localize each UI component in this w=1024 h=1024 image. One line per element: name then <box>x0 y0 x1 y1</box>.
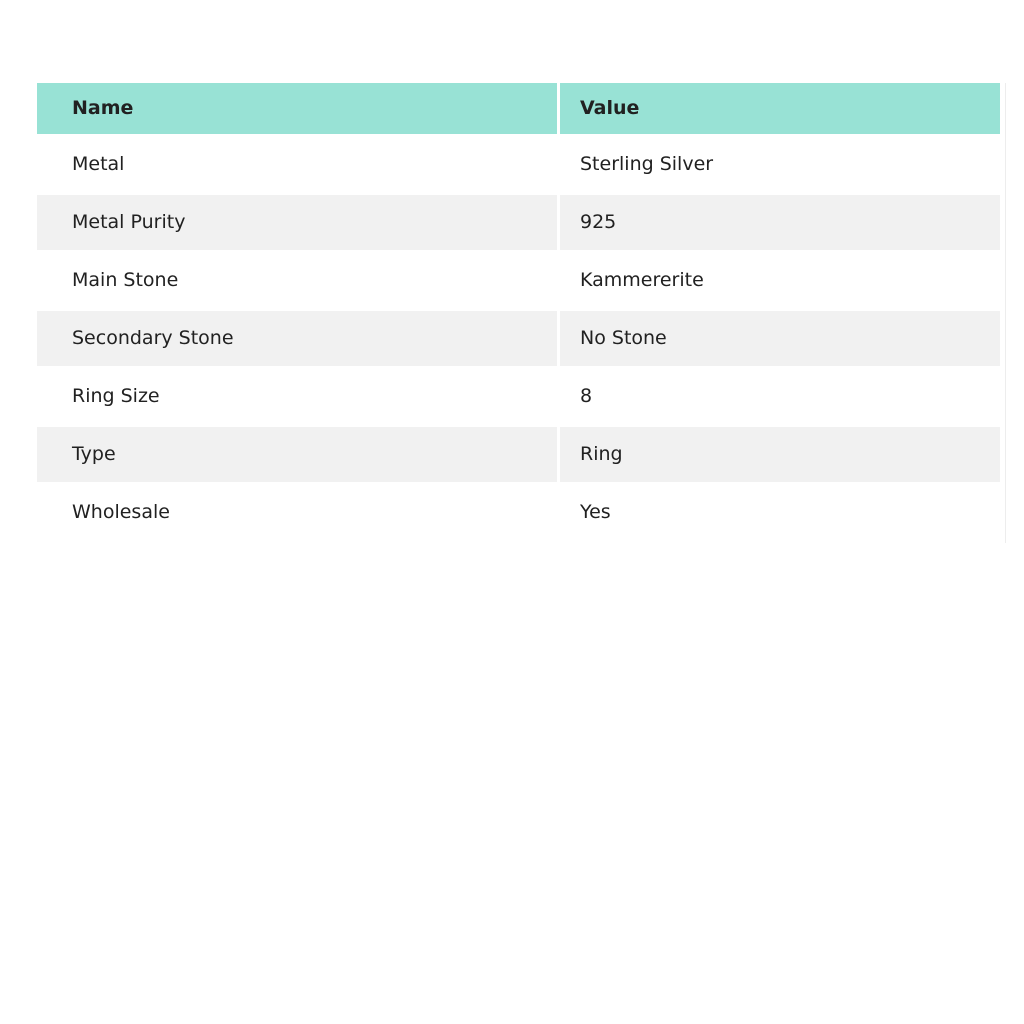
attribute-value-cell: Yes <box>560 485 1000 540</box>
table-row <box>37 195 1000 250</box>
table-row <box>37 311 1000 366</box>
attribute-name-cell: Wholesale <box>37 485 557 540</box>
attribute-value-cell: 8 <box>560 369 1000 424</box>
product-attributes-table <box>34 80 1003 543</box>
table-right-edge-divider <box>1005 83 1006 543</box>
column-header-name: Name <box>37 83 557 134</box>
table-body <box>37 137 1000 540</box>
header-row <box>37 83 1000 134</box>
attribute-value-cell: Kammererite <box>560 253 1000 308</box>
column-header-value: Value <box>560 83 1000 134</box>
attribute-value-cell: Ring <box>560 427 1000 482</box>
table-row <box>37 427 1000 482</box>
attribute-name-cell: Metal Purity <box>37 195 557 250</box>
attribute-value-cell: 925 <box>560 195 1000 250</box>
table-row <box>37 253 1000 308</box>
table-row <box>37 137 1000 192</box>
table-row <box>37 485 1000 540</box>
attribute-value-cell: Sterling Silver <box>560 137 1000 192</box>
product-attributes-table-container <box>34 80 1003 543</box>
attribute-name-cell: Type <box>37 427 557 482</box>
attribute-name-cell: Ring Size <box>37 369 557 424</box>
attribute-name-cell: Main Stone <box>37 253 557 308</box>
attribute-name-cell: Metal <box>37 137 557 192</box>
table-row <box>37 369 1000 424</box>
attribute-value-cell: No Stone <box>560 311 1000 366</box>
attribute-name-cell: Secondary Stone <box>37 311 557 366</box>
table-header <box>37 83 1000 134</box>
